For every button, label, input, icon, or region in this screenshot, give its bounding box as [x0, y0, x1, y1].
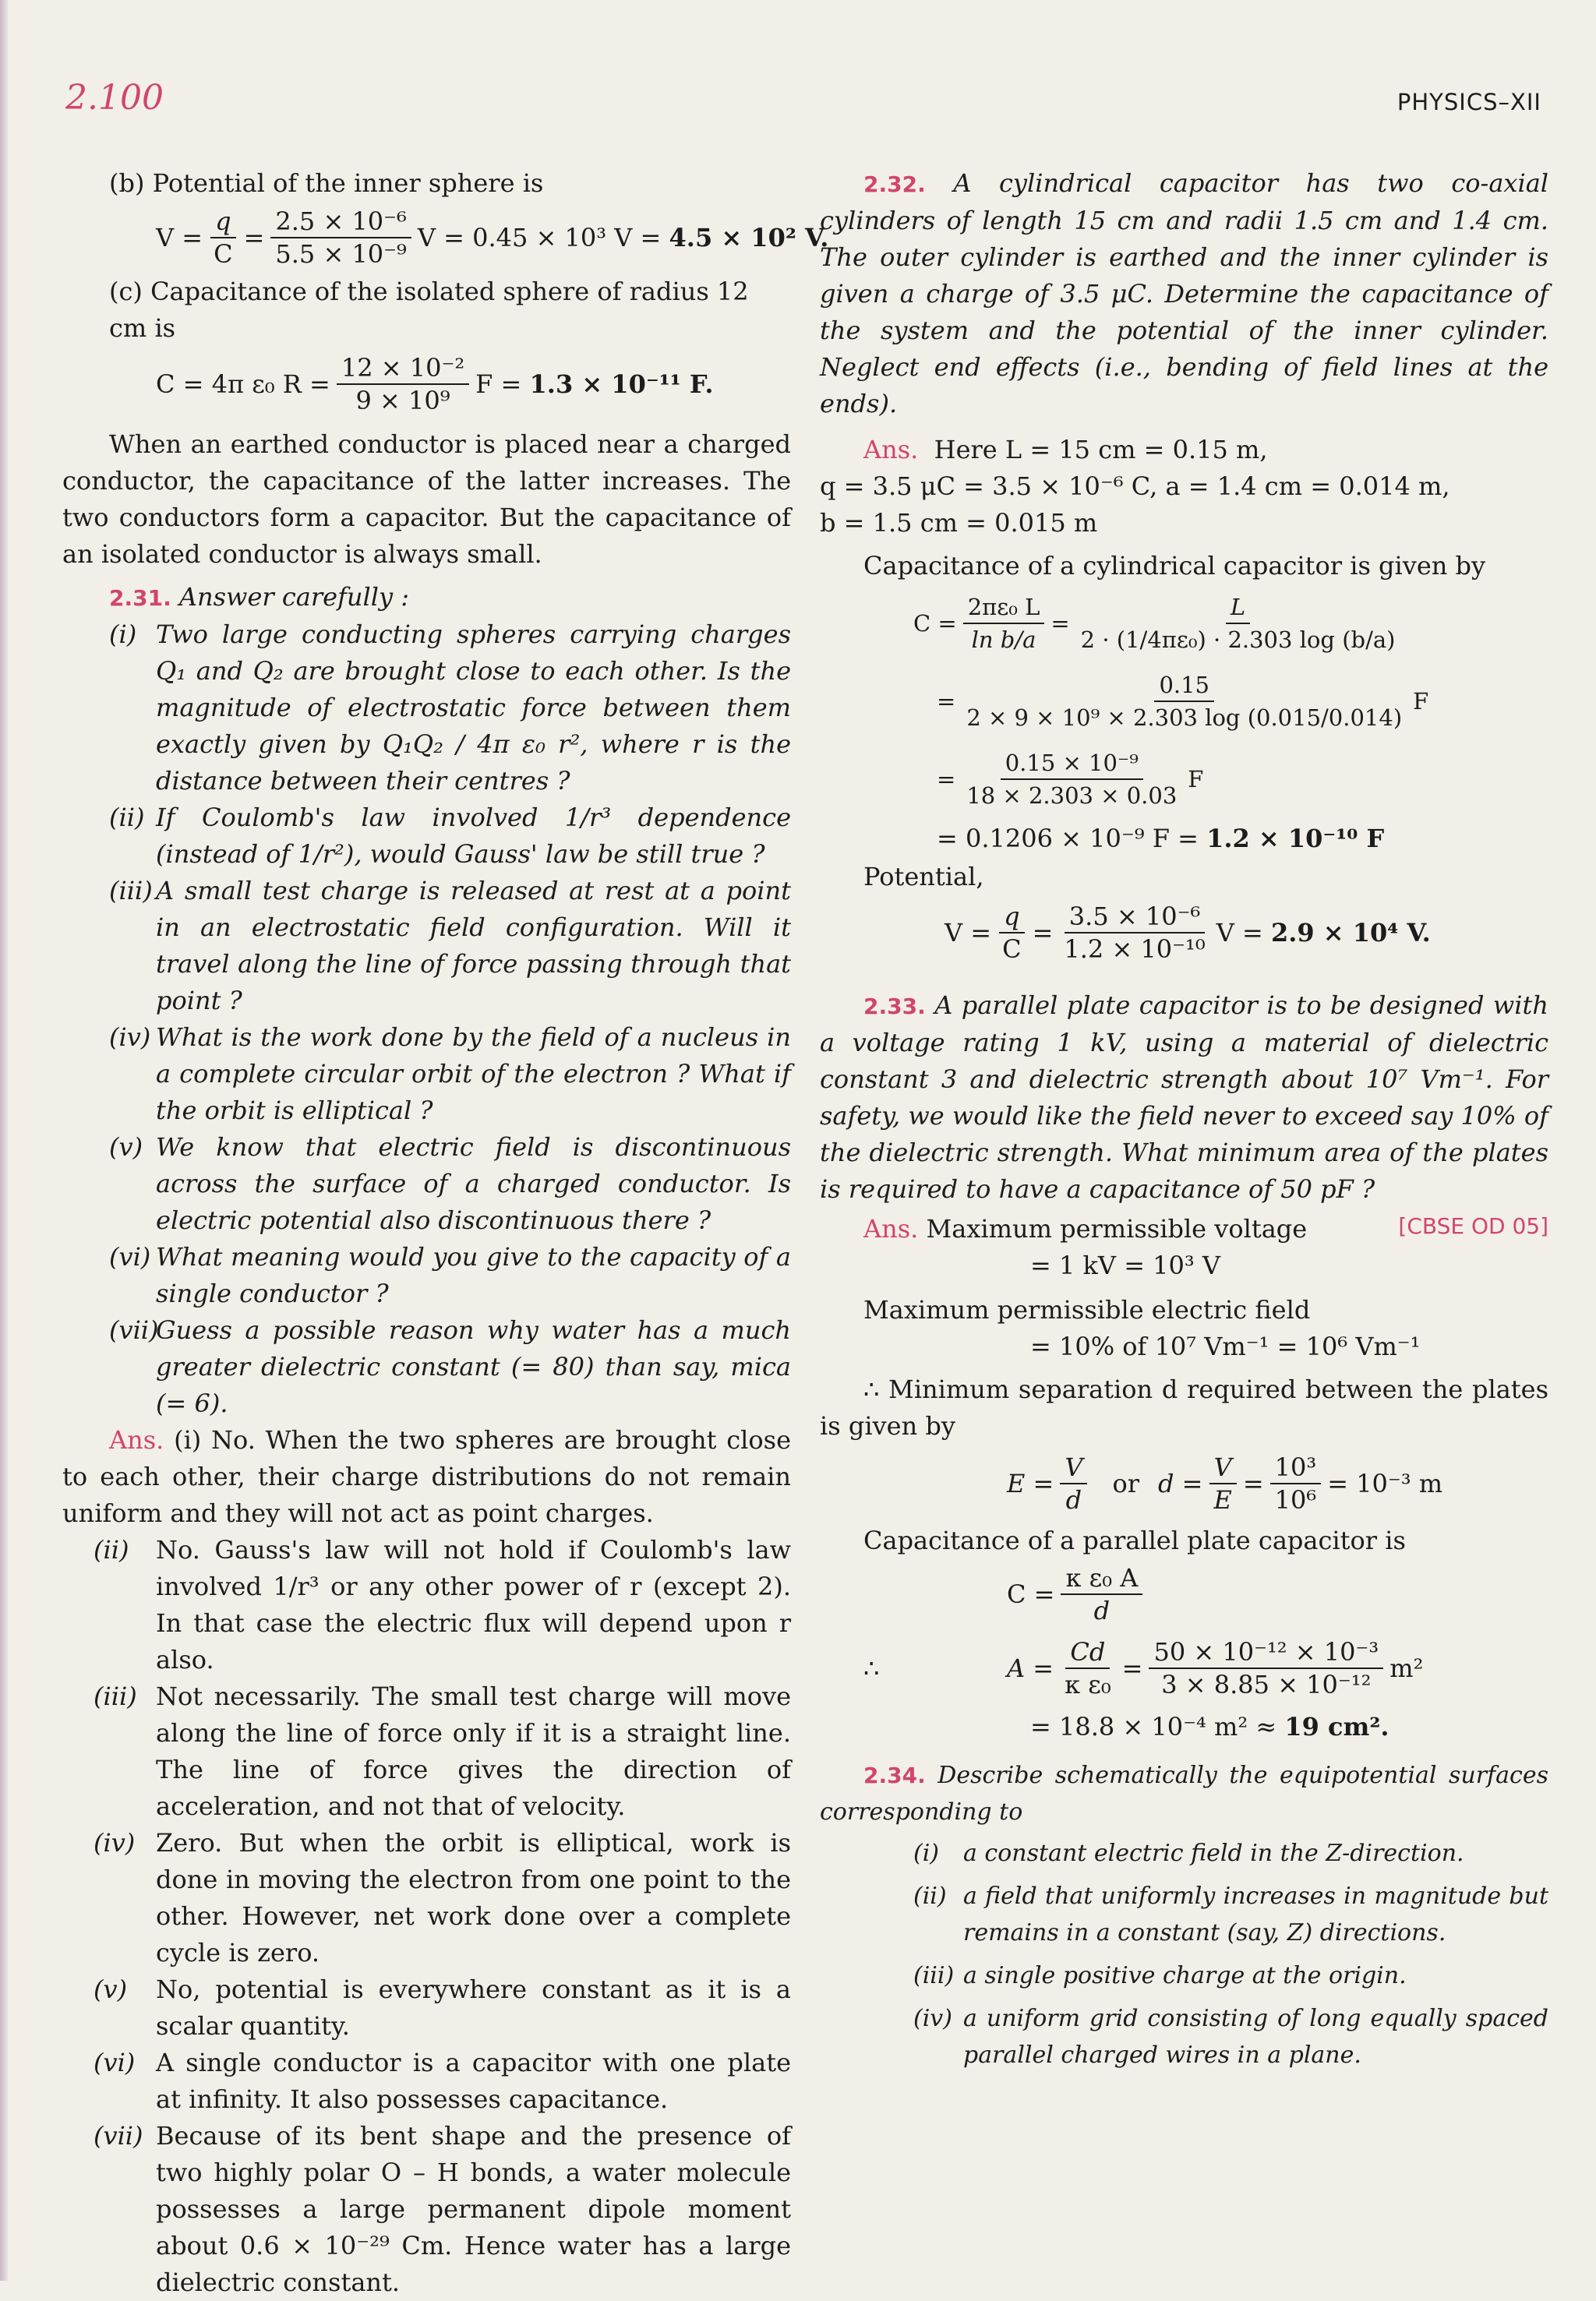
given-line: b = 1.5 cm = 0.015 m — [820, 508, 1098, 538]
question-number: 2.34. — [863, 1763, 926, 1788]
list-item — [913, 1957, 1548, 1994]
item-mark: (vii) — [109, 1315, 159, 1345]
eq-result: 1.2 × 10⁻¹⁰ F — [1206, 823, 1385, 853]
item-text: a constant electric field in the Z-direction. — [963, 1840, 1464, 1867]
item-text: Not necessarily. The small test charge will move along the line of force only if it is a straight line. The line of force gives the direction of acceleration, and not that of velocity. — [156, 1682, 791, 1821]
question-text: A cylindrical capacitor has two co-axial cylinders of length 15 cm and radii 1.5 cm and 1.4 cm. The outer cylinder is earthed and the inner cylinder is given a charge of 3.5 μC. Determine the capacitance of the system and the potential of the inner cylinder. Neglect end effects (i.e., bending of field lines at the ends). — [820, 168, 1549, 418]
item-text: a uniform grid consisting of long equally spaced parallel charged wires in a plane. — [963, 2005, 1548, 2069]
frac-den: κ ε₀ — [1065, 1670, 1111, 1699]
list-item — [109, 799, 791, 873]
item-mark: (ii) — [109, 803, 145, 832]
eq-result: 19 cm². — [1284, 1711, 1389, 1742]
eq-text: = — [1050, 609, 1070, 637]
frac-den: 9 × 10⁹ — [355, 386, 450, 415]
item-text: Because of its bent shape and the presence of two highly polar O – H bonds, a water molecule possesses a large permanent dipole moment about 0.6 × 10⁻²⁹ Cm. Hence water has a large dielectric constant. — [156, 2121, 791, 2297]
eq-text: E = — [1007, 1468, 1054, 1498]
body-paragraph: When an earthed conductor is placed near a charged conductor, the capacitance of the latter increases. The two conductors form a capacitor. But the capacitance of an isolated conductor is always small. — [62, 429, 791, 569]
frac-num: V — [1060, 1452, 1087, 1484]
answer-label: Ans. — [863, 1214, 919, 1244]
item-text: A small test charge is released at rest at a point in an electrostatic field configuration. Will it travel along the line of force passing through that point ? — [156, 876, 791, 1015]
eq-text: = 18.8 × 10⁻⁴ m² ≈ — [1030, 1711, 1277, 1742]
frac-den: C — [1002, 934, 1022, 964]
answer-label: Ans. — [109, 1425, 164, 1455]
list-item — [94, 1971, 791, 2045]
frac-den: d — [1093, 1596, 1110, 1625]
fraction — [1149, 1636, 1383, 1700]
item-mark: (i) — [109, 619, 137, 649]
given-line: q = 3.5 μC = 3.5 × 10⁻⁶ C, a = 1.4 cm = 0.014 m, — [820, 471, 1450, 501]
question-2-34-items — [820, 1835, 1548, 2073]
frac-den: 18 × 2.303 × 0.03 — [966, 782, 1178, 809]
fraction — [209, 206, 237, 270]
cylindrical-equation-1 — [820, 584, 1548, 662]
answer-2-33-l3: Maximum permissible electric field — [863, 1295, 1311, 1325]
frac-num: L — [1226, 591, 1250, 624]
eq-text: V = 0.45 × 10³ V = — [417, 222, 662, 252]
parallel-plate-equation — [820, 1559, 1548, 1629]
frac-den: 2 · (1/4πε₀) · 2.303 log (b/a) — [1080, 626, 1396, 653]
list-item — [109, 1019, 791, 1129]
eq-text: A = — [1007, 1653, 1054, 1683]
list-item — [913, 2000, 1548, 2073]
area-equation — [820, 1629, 1548, 1707]
question-2-34 — [820, 1757, 1548, 1830]
question-title: Answer carefully : — [178, 582, 410, 612]
item-text: If Coulomb's law involved 1/r³ dependence (instead of 1/r²), would Gauss' law be still true ? — [156, 803, 791, 869]
eq-text: = — [937, 687, 956, 715]
list-item — [109, 1312, 791, 1422]
item-text: What meaning would you give to the capacity of a single conductor ? — [156, 1242, 791, 1308]
item-text: No. Gauss's law will not hold if Coulomb's law involved 1/r³ or any other power of r (except 2). In that case the electric flux will depend upon r also. — [156, 1535, 791, 1675]
potential-label: Potential, — [863, 862, 984, 891]
item-mark: (v) — [109, 1132, 143, 1162]
frac-num: 3.5 × 10⁻⁶ — [1065, 901, 1205, 933]
frac-den: E — [1213, 1485, 1232, 1515]
fraction — [1209, 1452, 1236, 1516]
item-text: Two large conducting spheres carrying charges Q₁ and Q₂ are brought close to each other. Is the magnitude of electrostatic force between them exactly given by Q₁Q₂ / 4π ε₀ r², where r is the distance between their centres ? — [156, 619, 791, 796]
item-mark: (v) — [94, 1975, 128, 2004]
frac-num: 0.15 — [1154, 669, 1214, 702]
question-text: A parallel plate capacitor is to be designed with a voltage rating 1 kV, using a material of dielectric constant 3 and dielectric strength about 10⁷ Vm⁻¹. For safety, we would like the field never to exceed say 10% of the dielectric strength. What minimum area of the plates is required to have a capacitance of 50 pF ? — [820, 990, 1549, 1204]
frac-num: 2.5 × 10⁻⁶ — [270, 206, 411, 238]
eq-text: V = — [945, 917, 992, 948]
answer-2-33-l2: = 1 kV = 10³ V — [1030, 1251, 1220, 1280]
frac-num: 10³ — [1270, 1452, 1322, 1484]
list-item — [109, 873, 791, 1019]
frac-den: 5.5 × 10⁻⁹ — [275, 239, 407, 269]
eq-text: = 0.1206 × 10⁻⁹ F = — [937, 823, 1199, 853]
area-result — [820, 1707, 1548, 1746]
eq-text: = — [243, 222, 265, 252]
item-text: A single conductor is a capacitor with one plate at infinity. It also possesses capacitance. — [156, 2048, 791, 2114]
item-text: Zero. But when the orbit is elliptical, work is done in moving the electron from one point to the other. However, net work done over a complete cycle is zero. — [156, 1828, 791, 1967]
eq-text: = 10⁻³ m — [1327, 1468, 1443, 1498]
list-item — [109, 1239, 791, 1312]
frac-num: κ ε₀ A — [1061, 1562, 1142, 1595]
item-mark: (iii) — [109, 876, 153, 905]
fraction — [1061, 1562, 1142, 1626]
running-head: PHYSICS–XII — [1396, 89, 1541, 115]
frac-num: 12 × 10⁻² — [337, 352, 469, 385]
part-b-equation — [62, 202, 829, 274]
left-column — [62, 165, 829, 2301]
part-c-label: (c) Capacitance of the isolated sphere of radius 12 cm is — [109, 277, 749, 343]
question-number: 2.32. — [863, 171, 926, 197]
item-mark: (vi) — [94, 2048, 136, 2077]
list-item — [94, 1825, 791, 1971]
fraction — [1059, 901, 1209, 965]
item-text: Guess a possible reason why water has a much greater dielectric constant (= 80) than say, mica (= 6). — [156, 1315, 791, 1418]
page-edge — [0, 0, 8, 2281]
eq-result: 1.3 × 10⁻¹¹ F. — [529, 369, 714, 399]
item-text: a single positive charge at the origin. — [963, 1962, 1407, 1989]
question-number: 2.31. — [109, 585, 171, 611]
eq-text: C = — [913, 609, 957, 637]
frac-den: 3 × 8.85 × 10⁻¹² — [1161, 1670, 1372, 1699]
list-item — [109, 1129, 791, 1239]
right-column — [820, 165, 1548, 2073]
frac-num: 2πε₀ L — [963, 591, 1045, 624]
fraction — [1060, 1636, 1116, 1700]
list-item — [94, 2118, 791, 2301]
cylindrical-equation-2 — [820, 662, 1548, 740]
frac-den: 1.2 × 10⁻¹⁰ — [1064, 934, 1206, 964]
question-2-31-items — [62, 616, 791, 1422]
answer-2-33-l6: Capacitance of a parallel plate capacitor is — [863, 1526, 1406, 1555]
fraction — [998, 901, 1026, 965]
eq-text: or — [1112, 1468, 1140, 1498]
item-mark: (ii) — [94, 1535, 129, 1565]
list-item — [913, 1835, 1548, 1872]
fraction — [337, 352, 469, 416]
answer-text: Maximum permissible voltage — [926, 1214, 1308, 1244]
eq-text: V = — [156, 222, 203, 252]
fraction — [962, 669, 1407, 733]
therefore-symbol: ∴ — [863, 1653, 880, 1683]
answer-2-31-first — [62, 1422, 791, 1532]
answer-2-33-l4: = 10% of 10⁷ Vm⁻¹ = 10⁶ Vm⁻¹ — [1030, 1332, 1421, 1361]
item-mark: (ii) — [913, 1883, 947, 1910]
list-item — [94, 1678, 791, 1825]
page-number: 2.100 — [65, 78, 164, 118]
frac-num: q — [210, 206, 235, 238]
answer-2-31-items — [62, 1532, 791, 2301]
eq-text: V = — [1216, 917, 1263, 948]
fraction — [1076, 591, 1400, 655]
fraction — [963, 591, 1045, 655]
eq-result: 2.9 × 10⁴ V. — [1270, 917, 1431, 948]
list-item — [94, 2045, 791, 2118]
question-2-32 — [820, 165, 1548, 422]
item-mark: (iii) — [913, 1962, 955, 1989]
question-number: 2.33. — [863, 993, 926, 1019]
eq-text: d = — [1158, 1468, 1203, 1498]
fraction — [270, 206, 411, 270]
fraction — [962, 747, 1181, 811]
list-item — [94, 1532, 791, 1678]
eq-text: = — [1121, 1653, 1143, 1683]
part-b-label: (b) Potential of the inner sphere is — [109, 168, 544, 198]
eq-result: 4.5 × 10² V. — [669, 222, 829, 252]
frac-den: C — [214, 239, 233, 269]
frac-num: Cd — [1065, 1636, 1110, 1669]
eq-text: C = 4π ε₀ R = — [156, 369, 330, 399]
list-item — [913, 1878, 1548, 1951]
cylindrical-intro: Capacitance of a cylindrical capacitor is given by — [863, 551, 1486, 581]
item-mark: (vi) — [109, 1242, 151, 1272]
answer-text: Here L = 15 cm = 0.15 m, — [934, 435, 1268, 464]
frac-num: 50 × 10⁻¹² × 10⁻³ — [1149, 1636, 1383, 1669]
item-mark: (vii) — [94, 2121, 143, 2151]
frac-den: 2 × 9 × 10⁹ × 2.303 log (0.015/0.014) — [966, 704, 1403, 731]
list-item — [109, 616, 791, 799]
eq-text: F = — [475, 369, 522, 399]
item-text: a field that uniformly increases in magnitude but remains in a constant (say, Z) directions. — [963, 1883, 1548, 1946]
eq-text: = — [937, 765, 956, 792]
item-text: We know that electric field is discontinuous across the surface of a charged conductor. Is electric potential also discontinuous there ? — [156, 1132, 791, 1235]
answer-text: (i) No. When the two spheres are brought close to each other, their charge distributions do not remain uniform and they will not act as point charges. — [62, 1425, 792, 1528]
answer-2-33-l5: ∴ Minimum separation d required between the plates is given by — [820, 1375, 1548, 1441]
item-mark: (iii) — [94, 1682, 137, 1711]
answer-2-32-given — [820, 432, 1548, 468]
fraction — [1060, 1452, 1087, 1516]
item-mark: (iv) — [94, 1828, 136, 1858]
item-mark: (iv) — [913, 2005, 952, 2032]
eq-text: = — [1242, 1468, 1264, 1498]
eq-unit: m² — [1389, 1653, 1424, 1683]
potential-equation — [820, 895, 1548, 970]
cylindrical-equation-3 — [820, 740, 1548, 818]
eq-text: C = — [1007, 1579, 1055, 1609]
item-text: No, potential is everywhere constant as it is a scalar quantity. — [156, 1975, 791, 2041]
fraction — [1270, 1452, 1322, 1516]
answer-label: Ans. — [863, 435, 919, 464]
item-mark: (iv) — [109, 1022, 151, 1052]
cbse-tag: [CBSE OD 05] — [1398, 1213, 1548, 1239]
frac-num: V — [1209, 1452, 1237, 1484]
question-2-31-header — [62, 579, 791, 616]
eq-unit: F — [1413, 687, 1429, 715]
frac-den: d — [1065, 1485, 1082, 1515]
item-text: What is the work done by the field of a nucleus in a complete circular orbit of the electron ? What if the orbit is elliptical ? — [156, 1022, 791, 1125]
cylindrical-equation-4 — [820, 818, 1548, 859]
frac-den: 10⁶ — [1274, 1485, 1317, 1515]
separation-equation — [820, 1445, 1548, 1523]
eq-unit: F — [1188, 765, 1204, 792]
item-mark: (i) — [913, 1840, 940, 1867]
eq-text: = — [1032, 917, 1054, 948]
frac-num: q — [999, 901, 1024, 933]
frac-num: 0.15 × 10⁻⁹ — [1001, 747, 1143, 780]
part-c-equation — [62, 347, 791, 422]
question-text: Describe schematically the equipotential surfaces corresponding to — [820, 1762, 1549, 1826]
frac-den: ln b/a — [971, 626, 1036, 653]
